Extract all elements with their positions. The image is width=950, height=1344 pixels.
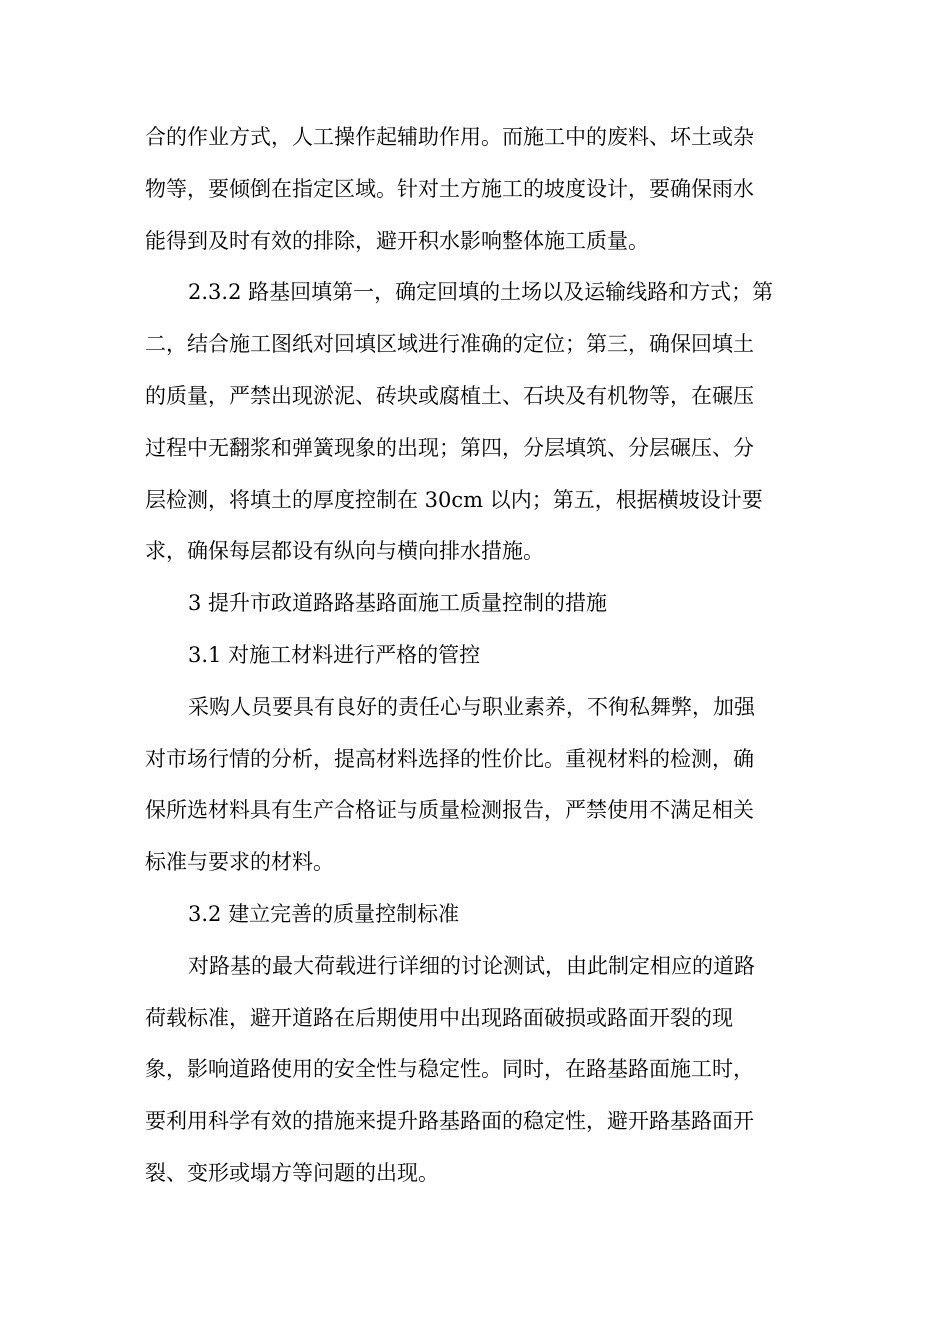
paragraph-construction-waste bbox=[145, 112, 797, 267]
text-line: 层检测，将填土的厚度控制在 30cm 以内；第五，根据横坡设计要 bbox=[145, 487, 763, 512]
text-line: 采购人员要具有良好的责任心与职业素养，不徇私舞弊，加强 bbox=[188, 694, 755, 719]
text-line: 象，影响道路使用的安全性与稳定性。同时，在路基路面施工时， bbox=[145, 1057, 754, 1082]
text-line: 裂、变形或塌方等问题的出现。 bbox=[145, 1160, 439, 1185]
text-line: 标准与要求的材料。 bbox=[145, 850, 334, 875]
text-line: 合的作业方式，人工操作起辅助作用。而施工中的废料、坏土或杂 bbox=[145, 125, 754, 149]
heading-text: 3 提升市政道路路基路面施工质量控制的措施 bbox=[188, 591, 608, 616]
text-line: 的质量，严禁出现淤泥、砖块或腐植土、石块及有机物等，在碾压 bbox=[145, 383, 754, 408]
heading-text: 3.1 对施工材料进行严格的管控 bbox=[188, 642, 481, 667]
text-line: 过程中无翻浆和弹簧现象的出现；第四，分层填筑、分层碾压、分 bbox=[145, 435, 754, 460]
text-line: 二，结合施工图纸对回填区域进行准确的定位；第三，确保回填土 bbox=[145, 332, 754, 357]
text-line: 能得到及时有效的排除，避开积水影响整体施工质量。 bbox=[145, 228, 649, 253]
text-line: 对市场行情的分析，提高材料选择的性价比。重视材料的检测，确 bbox=[145, 746, 754, 771]
text-line: 要利用科学有效的措施来提升路基路面的稳定性，避开路基路面开 bbox=[145, 1109, 754, 1134]
heading-section-3-1 bbox=[145, 630, 797, 682]
paragraph-quality-standard bbox=[145, 941, 797, 1200]
text-line: 物等，要倾倒在指定区域。针对土方施工的坡度设计，要确保雨水 bbox=[145, 176, 754, 201]
paragraph-material-control bbox=[145, 682, 797, 889]
heading-text: 3.2 建立完善的质量控制标准 bbox=[188, 901, 460, 926]
text-line: 2.3.2 路基回填第一，确定回填的土场以及运输线路和方式；第 bbox=[188, 280, 774, 305]
document-page bbox=[145, 112, 797, 1200]
text-line: 荷载标准，避开道路在后期使用中出现路面破损或路面开裂的现 bbox=[145, 1005, 733, 1030]
heading-section-3-2 bbox=[145, 889, 797, 941]
text-line: 保所选材料具有生产合格证与质量检测报告，严禁使用不满足相关 bbox=[145, 798, 754, 823]
text-line: 求，确保每层都设有纵向与横向排水措施。 bbox=[145, 539, 544, 564]
text-line: 对路基的最大荷载进行详细的讨论测试，由此制定相应的道路 bbox=[188, 953, 755, 978]
paragraph-subgrade-backfill bbox=[145, 267, 797, 578]
heading-section-3 bbox=[145, 578, 797, 630]
